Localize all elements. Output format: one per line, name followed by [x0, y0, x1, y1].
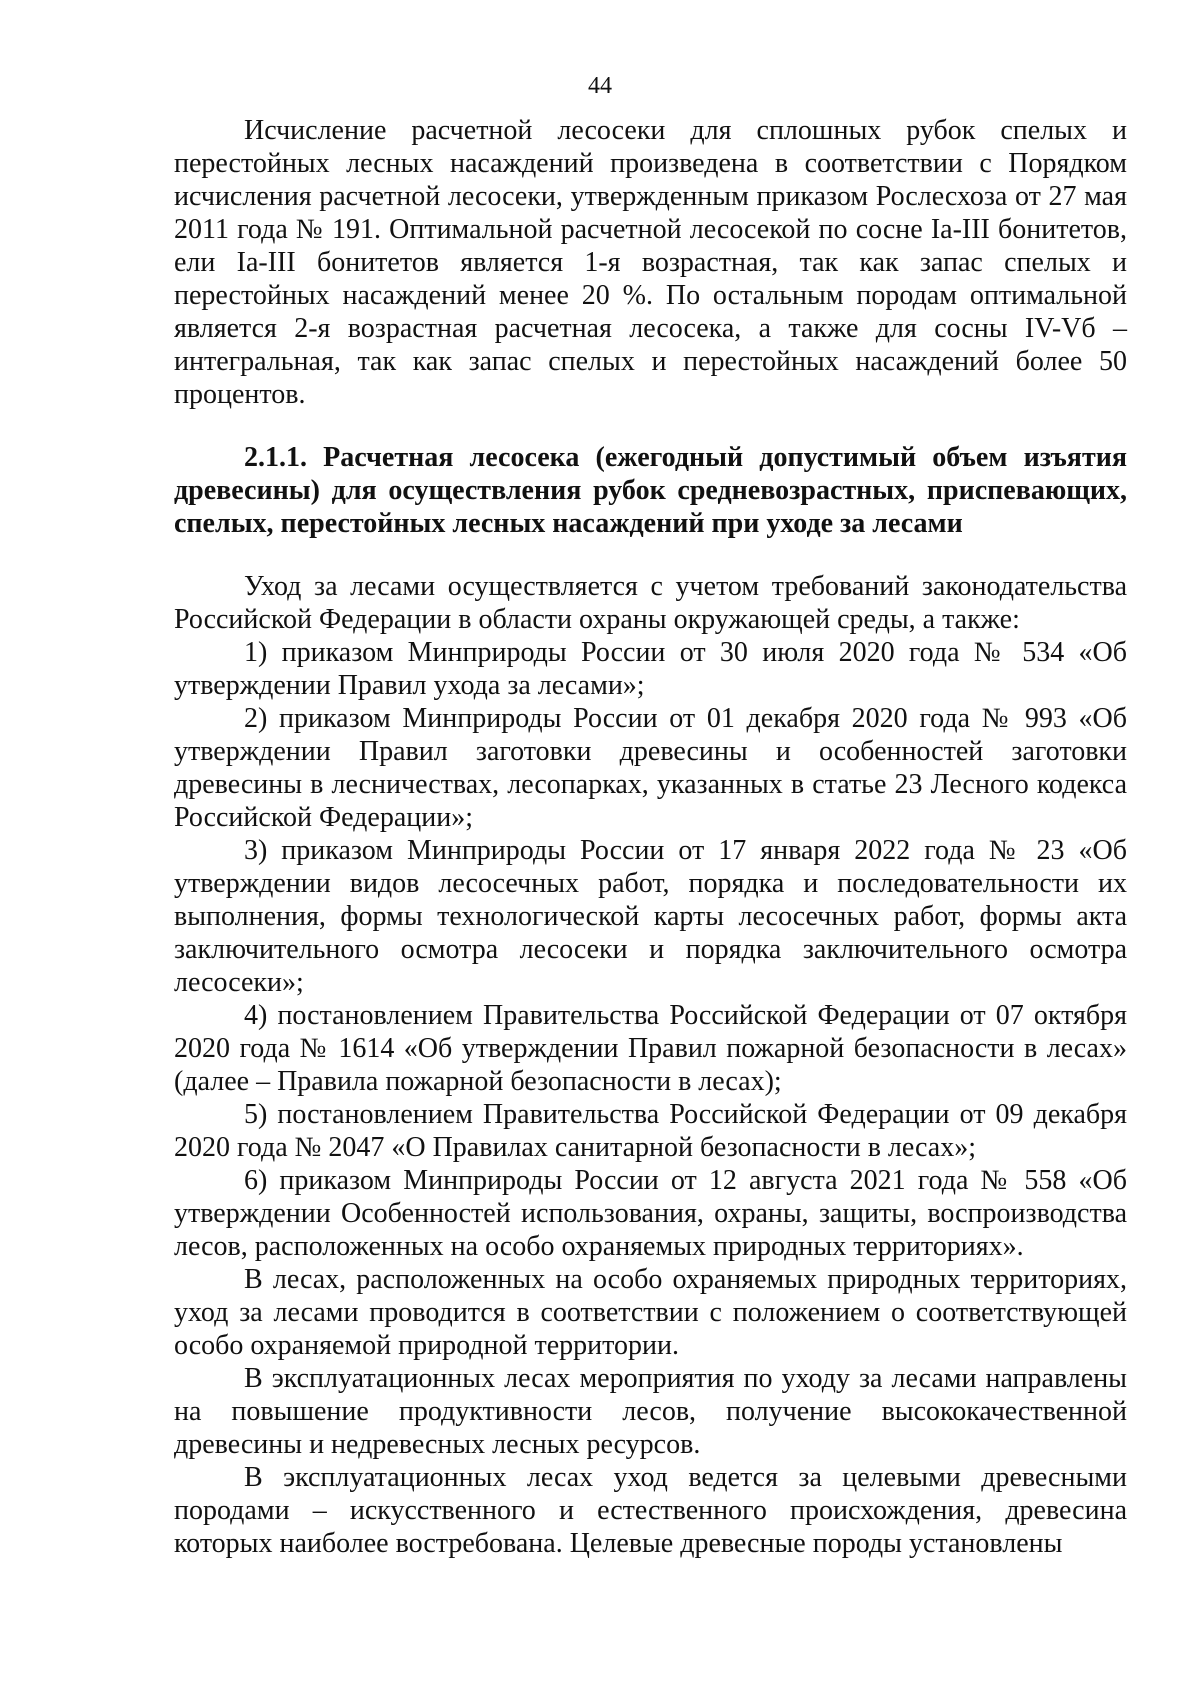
paragraph-target-species: В эксплуатационных лесах уход ведется за целевыми древесными породами – искусственного и естественного происхождения, древесина которых наиболее востребована. Целевые древесные породы установлены	[174, 1462, 1127, 1559]
list-item-3: 3) приказом Минприроды России от 17 января 2022 года № 23 «Об утверждении видов лесосечных работ, порядка и последовательности их выполнения, формы технологической карты лесосечных работ, формы акта заключительного осмотра лесосеки и порядка заключительного осмотра лесосеки»;	[174, 835, 1127, 998]
paragraph-exploitation-goals: В эксплуатационных лесах мероприятия по уходу за лесами направлены на повышение продуктивности лесов, получение высококачественной древесины и недревесных лесных ресурсов.	[174, 1363, 1127, 1460]
paragraph-calculation-method: Исчисление расчетной лесосеки для сплошных рубок спелых и перестойных лесных насаждений произведена в соответствии с Порядком исчисления расчетной лесосеки, утвержденным приказом Рослесхоза от 27 мая 2011 года № 191. Оптимальной расчетной лесосекой по сосне Ia-III бонитетов, ели Ia-III бонитетов является 1-я возрастная, так как запас спелых и перестойных насаждений менее 20 %. По остальным породам оптимальной является 2-я возрастная расчетная лесосека, а также для сосны IV-Vб – интегральная, так как запас спелых и перестойных насаждений более 50 процентов.	[174, 115, 1127, 410]
list-item-1: 1) приказом Минприроды России от 30 июля 2020 года № 534 «Об утверждении Правил ухода за лесами»;	[174, 637, 1127, 701]
section-heading-2-1-1: 2.1.1. Расчетная лесосека (ежегодный допустимый объем изъятия древесины) для осуществления рубок средневозрастных, приспевающих, спелых, перестойных лесных насаждений при уходе за лесами	[174, 442, 1127, 539]
page-body	[174, 114, 1127, 1560]
page-number: 44	[588, 73, 612, 99]
list-item-5: 5) постановлением Правительства Российской Федерации от 09 декабря 2020 года № 2047 «О Правилах санитарной безопасности в лесах»;	[174, 1099, 1127, 1163]
paragraph-protected-areas: В лесах, расположенных на особо охраняемых природных территориях, уход за лесами проводится в соответствии с положением о соответствующей особо охраняемой природной территории.	[174, 1264, 1127, 1361]
list-item-2: 2) приказом Минприроды России от 01 декабря 2020 года № 993 «Об утверждении Правил заготовки древесины и особенностей заготовки древесины в лесничествах, лесопарках, указанных в статье 23 Лесного кодекса Российской Федерации»;	[174, 703, 1127, 833]
paragraph-forest-care-intro: Уход за лесами осуществляется с учетом требований законодательства Российской Федерации в области охраны окружающей среды, а также:	[174, 571, 1127, 635]
list-item-6: 6) приказом Минприроды России от 12 августа 2021 года № 558 «Об утверждении Особенностей использования, охраны, защиты, воспроизводства лесов, расположенных на особо охраняемых природных территориях».	[174, 1165, 1127, 1262]
list-item-4: 4) постановлением Правительства Российской Федерации от 07 октября 2020 года № 1614 «Об утверждении Правил пожарной безопасности в лесах» (далее – Правила пожарной безопасности в лесах);	[174, 1000, 1127, 1097]
